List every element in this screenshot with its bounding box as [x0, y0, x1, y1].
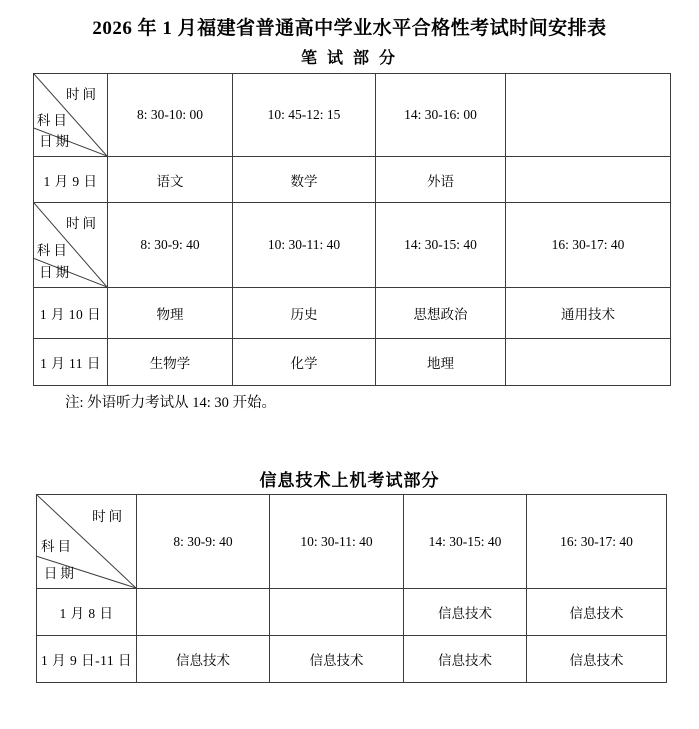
exam-day-row: [34, 288, 671, 339]
time-slot-cell: 8: 30-10: 00: [108, 74, 233, 157]
corner-label-subject: 科目: [40, 538, 74, 554]
subject-cell: 信息技术: [527, 589, 667, 636]
time-slot-cell: 8: 30-9: 40: [137, 495, 270, 589]
it-section-title: 信息技术上机考试部分: [259, 471, 440, 490]
corner-header-cell: [37, 495, 137, 589]
time-slot-cell: 16: 30-17: 40: [506, 203, 671, 288]
corner-label-date: 日期: [43, 565, 77, 581]
time-slot-cell: 10: 30-11: 40: [270, 495, 404, 589]
corner-label-date: 日期: [39, 265, 73, 281]
time-slot-cell: 16: 30-17: 40: [527, 495, 667, 589]
header-row: [34, 74, 671, 157]
subject-cell: 信息技术: [404, 636, 527, 683]
it-exam-table: [36, 494, 667, 683]
listening-exam-note: 注: 外语听力考试从 14: 30 开始。: [65, 395, 277, 411]
empty-cell: [270, 589, 404, 636]
subject-cell: 物理: [108, 288, 233, 339]
corner-header-cell: [34, 74, 108, 157]
header-row: [37, 495, 667, 589]
subject-cell: 语文: [108, 157, 233, 203]
written-exam-table: [33, 73, 671, 386]
subject-cell: 通用技术: [506, 288, 671, 339]
corner-label-subject: 科目: [36, 113, 70, 129]
date-cell: 1 月 8 日: [37, 589, 137, 636]
header-row: [34, 203, 671, 288]
corner-label-time: 时间: [65, 87, 99, 103]
exam-day-row: [34, 339, 671, 386]
corner-label-time: 时间: [65, 216, 99, 232]
time-slot-cell: 10: 45-12: 15: [233, 74, 376, 157]
exam-day-row: [37, 636, 667, 683]
time-slot-cell: 8: 30-9: 40: [108, 203, 233, 288]
time-slot-cell: 10: 30-11: 40: [233, 203, 376, 288]
subject-cell: 生物学: [108, 339, 233, 386]
empty-cell: [506, 339, 671, 386]
empty-cell: [506, 157, 671, 203]
subject-cell: 信息技术: [270, 636, 404, 683]
empty-cell: [506, 74, 671, 157]
subject-cell: 化学: [233, 339, 376, 386]
subject-cell: 地理: [376, 339, 506, 386]
exam-day-row: [34, 157, 671, 203]
date-cell: 1 月 9 日: [34, 157, 108, 203]
date-cell: 1 月 9 日-11 日: [37, 636, 137, 683]
exam-schedule-document: [0, 17, 699, 729]
time-slot-cell: 14: 30-15: 40: [404, 495, 527, 589]
time-slot-cell: 14: 30-15: 40: [376, 203, 506, 288]
document-title: 2026 年 1 月福建省普通高中学业水平合格性考试时间安排表: [92, 18, 607, 39]
subject-cell: 思想政治: [376, 288, 506, 339]
empty-cell: [137, 589, 270, 636]
corner-label-subject: 科目: [36, 243, 70, 259]
subject-cell: 数学: [233, 157, 376, 203]
corner-header-cell: [34, 203, 108, 288]
time-slot-cell: 14: 30-16: 00: [376, 74, 506, 157]
corner-label-time: 时间: [92, 509, 126, 525]
exam-day-row: [37, 589, 667, 636]
subject-cell: 历史: [233, 288, 376, 339]
date-cell: 1 月 10 日: [34, 288, 108, 339]
subject-cell: 信息技术: [527, 636, 667, 683]
corner-label-date: 日期: [39, 134, 73, 150]
subject-cell: 信息技术: [137, 636, 270, 683]
date-cell: 1 月 11 日: [34, 339, 108, 386]
subject-cell: 外语: [376, 157, 506, 203]
written-section-title: 笔 试 部 分: [300, 50, 398, 67]
subject-cell: 信息技术: [404, 589, 527, 636]
